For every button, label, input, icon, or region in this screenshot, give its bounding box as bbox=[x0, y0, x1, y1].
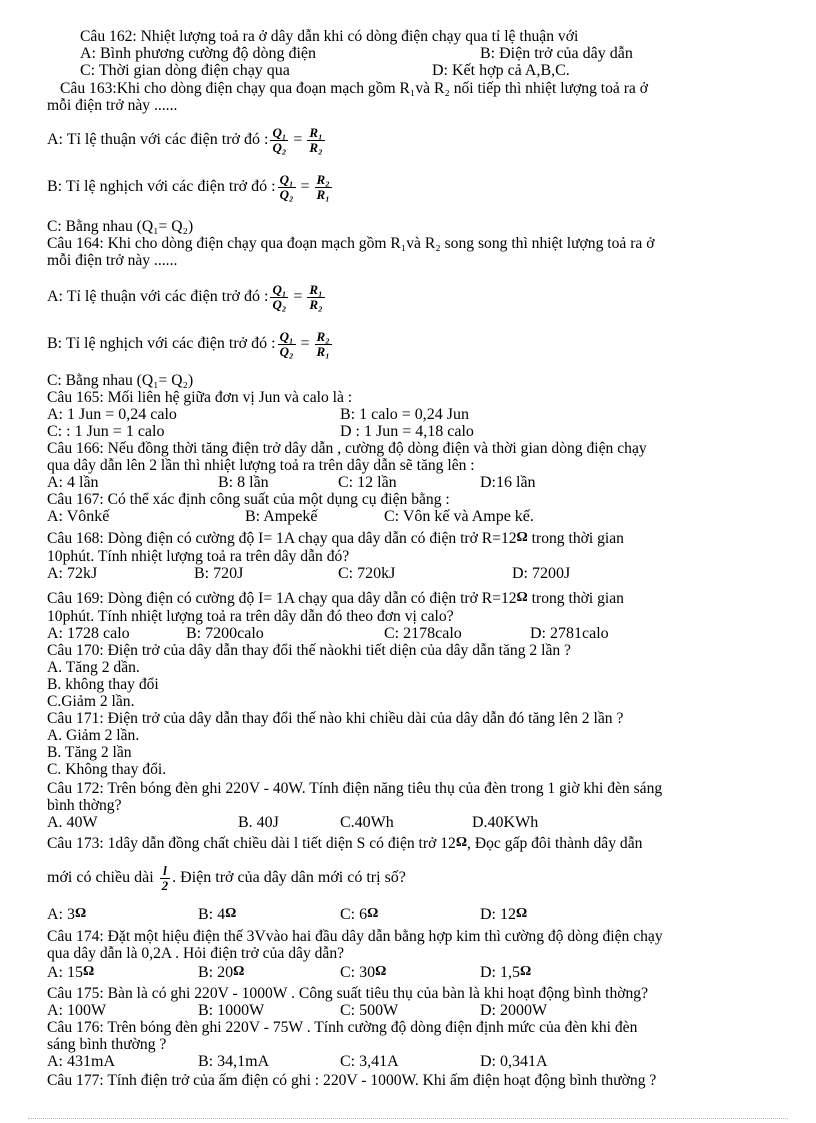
q165-option-b: B: 1 calo = 0,24 Jun bbox=[340, 406, 470, 423]
ohm-symbol: Ω bbox=[520, 964, 532, 979]
q169-option-b: B: 7200calo bbox=[186, 625, 264, 642]
q169-option-d: D: 2781calo bbox=[530, 625, 609, 642]
q165-option-d: D : 1 Jun = 4,18 calo bbox=[340, 423, 474, 440]
ohm-symbol: Ω bbox=[233, 964, 245, 979]
q176-option-d: D: 0,341A bbox=[480, 1053, 548, 1070]
question-168-cont: 10phút. Tính nhiệt lượng toả ra trên dây dẫn đó? bbox=[47, 548, 350, 565]
question-164-cont: mỗi điện trở này ...... bbox=[47, 252, 178, 269]
q165-option-c: C: : 1 Jun = 1 calo bbox=[47, 423, 165, 440]
question-175: Câu 175: Bàn là có ghi 220V - 1000W . Công suất tiêu thụ của bàn là khi hoạt động bình thờng? bbox=[47, 985, 649, 1002]
q173-option-b bbox=[198, 906, 236, 924]
question-173-cont-text-end: . Điện trở của dây dân mới có trị số? bbox=[172, 869, 406, 886]
fraction-denominator: R₁ bbox=[316, 343, 330, 359]
q163-option-a-text: A: Tỉ lệ thuận với các điện trở đó : bbox=[47, 131, 269, 148]
fraction-denominator: R₂ bbox=[309, 296, 323, 312]
q172-option-d: D.40KWh bbox=[472, 814, 539, 831]
fraction-denominator: Q₂ bbox=[279, 186, 294, 202]
question-163-cont: mỗi điện trở này ...... bbox=[47, 97, 178, 114]
fraction-numerator: R₁ bbox=[309, 281, 323, 297]
fraction-numerator: R₁ bbox=[309, 124, 323, 140]
q167-option-b: B: Ampekế bbox=[245, 508, 318, 525]
q168-option-a: A: 72kJ bbox=[47, 565, 98, 582]
ohm-symbol: Ω bbox=[375, 964, 387, 979]
q174-option-c-text: C: 30 bbox=[340, 964, 376, 981]
fraction-r bbox=[315, 330, 332, 359]
fraction-denominator: Q₂ bbox=[272, 296, 287, 312]
q163-option-b bbox=[47, 165, 334, 209]
equals-sign: = bbox=[300, 335, 310, 352]
fraction-denominator: R₂ bbox=[309, 139, 323, 155]
equals-sign: = bbox=[300, 178, 310, 195]
q174-option-a-text: A: 15 bbox=[47, 964, 83, 981]
question-170: Câu 170: Điện trở của dây dẫn thay đổi thế nàokhi tiết diện của dây dẫn tăng 2 lần ? bbox=[47, 642, 571, 659]
fraction-denominator: Q₂ bbox=[279, 343, 294, 359]
q169-option-a: A: 1728 calo bbox=[47, 625, 130, 642]
q164-option-b bbox=[47, 322, 334, 366]
q162-option-a: A: Bình phương cường độ dòng điện bbox=[80, 45, 317, 62]
question-173 bbox=[47, 834, 786, 852]
q163-option-a bbox=[47, 118, 327, 162]
question-177: Câu 177: Tính điện trở của ấm điện có ghi : 220V - 1000W. Khi ấm điện hoạt động bình thường ? bbox=[47, 1072, 657, 1089]
ohm-symbol: Ω bbox=[83, 964, 95, 979]
q167-option-c: C: Vôn kế và Ampe kế. bbox=[384, 508, 534, 525]
fraction-numerator: Q₁ bbox=[279, 328, 294, 344]
q172-option-c: C.40Wh bbox=[340, 814, 394, 831]
fraction-denominator: Q₂ bbox=[272, 139, 287, 155]
fraction-q bbox=[278, 330, 296, 359]
page-divider bbox=[28, 1118, 788, 1119]
fraction-r bbox=[307, 283, 324, 312]
fraction-numerator: R₂ bbox=[316, 328, 330, 344]
q173-option-b-text: B: 4 bbox=[198, 906, 226, 923]
q173-option-a-text: A: 3 bbox=[47, 906, 75, 923]
question-173-text: Câu 173: 1dây dẫn đồng chất chiều dài l tiết diện S có điện trở 12 bbox=[47, 835, 456, 852]
fraction-numerator: Q₁ bbox=[272, 124, 287, 140]
q172-option-b: B. 40J bbox=[238, 814, 279, 831]
q173-option-c-text: C: 6 bbox=[340, 906, 368, 923]
ohm-symbol: Ω bbox=[516, 590, 528, 605]
q164-option-c: C: Bằng nhau (Q₁= Q₂) bbox=[47, 372, 194, 389]
question-168-text: Câu 168: Dòng điện có cường độ I= 1A chạy qua dây dẫn có điện trở R=12 bbox=[47, 530, 517, 547]
question-176: Câu 176: Trên bóng đèn ghi 220V - 75W . Tính cường độ dòng điện định mức của đèn khi đèn bbox=[47, 1019, 638, 1036]
q166-option-b: B: 8 lần bbox=[218, 474, 269, 491]
q170-option-c: C.Giảm 2 lần. bbox=[47, 693, 135, 710]
ohm-symbol: Ω bbox=[367, 906, 379, 921]
q166-option-c: C: 12 lần bbox=[338, 474, 397, 491]
question-165: Câu 165: Mối liên hệ giữa đơn vị Jun và calo là : bbox=[47, 389, 353, 406]
q176-option-c: C: 3,41A bbox=[340, 1053, 399, 1070]
question-174: Câu 174: Đặt một hiệu điện thế 3Vvào hai đầu dây dẫn bằng hợp kim thì cường độ dòng điện chạy bbox=[47, 928, 663, 945]
q174-option-d-text: D: 1,5 bbox=[480, 964, 520, 981]
q175-option-a: A: 100W bbox=[47, 1002, 107, 1019]
fraction-q bbox=[278, 173, 296, 202]
q169-option-c: C: 2178calo bbox=[384, 625, 462, 642]
q167-option-a: A: Vônkế bbox=[47, 508, 110, 525]
q175-option-b: B: 1000W bbox=[198, 1002, 265, 1019]
ohm-symbol: Ω bbox=[516, 530, 528, 545]
q173-option-d bbox=[480, 906, 527, 924]
question-169-text: Câu 169: Dòng điện có cường độ I= 1A chạy qua dây dẫn có điện trở R=12 bbox=[47, 590, 517, 607]
question-167: Câu 167: Có thể xác định công suất của một dụng cụ điện bằng : bbox=[47, 491, 450, 508]
fraction-denominator: 2 bbox=[161, 877, 169, 893]
q168-option-b: B: 720J bbox=[194, 565, 244, 582]
question-164: Câu 164: Khi cho dòng điện chạy qua đoạn mạch gồm R₁và R₂ song song thì nhiệt lượng toả ra ở bbox=[47, 235, 655, 252]
q168-option-d: D: 7200J bbox=[512, 565, 571, 582]
question-171: Câu 171: Điện trở của dây dẫn thay đổi thế nào khi chiều dài của dây dẫn đó tăng lên 2 lần ? bbox=[47, 710, 624, 727]
fraction-r bbox=[307, 126, 324, 155]
q162-option-d: D: Kết hợp cả A,B,C. bbox=[432, 62, 570, 79]
q171-option-c: C. Không thay đổi. bbox=[47, 761, 167, 778]
question-168 bbox=[47, 529, 786, 547]
question-169-cont: 10phút. Tính nhiệt lượng toả ra trên dây dẫn đó theo đơn vị calo? bbox=[47, 608, 454, 625]
fraction-numerator: l bbox=[160, 864, 171, 879]
q174-option-c bbox=[340, 964, 386, 982]
q163-option-b-text: B: Tỉ lệ nghịch với các điện trở đó : bbox=[47, 178, 276, 195]
q164-option-b-text: B: Tỉ lệ nghịch với các điện trở đó : bbox=[47, 335, 276, 352]
question-162: Câu 162: Nhiệt lượng toả ra ở dây dẫn khi có dòng điện chạy qua tỉ lệ thuận với bbox=[80, 28, 579, 45]
q164-option-a-text: A: Tỉ lệ thuận với các điện trở đó : bbox=[47, 288, 269, 305]
q174-option-b bbox=[198, 964, 244, 982]
q165-option-a: A: 1 Jun = 0,24 calo bbox=[47, 406, 177, 423]
question-166: Câu 166: Nếu đồng thời tăng điện trở dây dẫn , cường độ dòng điện và thời gian dòng điện chạy bbox=[47, 440, 647, 457]
fraction-denominator: R₁ bbox=[316, 186, 330, 202]
q164-option-a bbox=[47, 275, 327, 319]
q171-option-a: A. Giảm 2 lần. bbox=[47, 727, 140, 744]
question-169 bbox=[47, 589, 786, 607]
q170-option-b: B. không thay đổi bbox=[47, 676, 159, 693]
question-172: Câu 172: Trên bóng đèn ghi 220V - 40W. Tính điện năng tiêu thụ của đèn trong 1 giờ khi đèn sáng bbox=[47, 780, 663, 797]
question-173-cont-text: mới có chiều dài bbox=[47, 869, 154, 886]
q173-option-d-text: D: 12 bbox=[480, 906, 516, 923]
q174-option-b-text: B: 20 bbox=[198, 964, 234, 981]
question-172-cont: bình thờng? bbox=[47, 797, 122, 814]
q176-option-a: A: 431mA bbox=[47, 1053, 115, 1070]
fraction-q bbox=[270, 283, 288, 312]
question-168-text-end: trong thời gian bbox=[531, 530, 624, 547]
question-166-cont: qua dây dẫn lên 2 lần thì nhiệt lượng toả ra trên dây dẫn sẽ tăng lên : bbox=[47, 457, 475, 474]
q174-option-a bbox=[47, 964, 94, 982]
ohm-symbol: Ω bbox=[516, 906, 528, 921]
q166-option-d: D:16 lần bbox=[480, 474, 536, 491]
q163-option-c: C: Bằng nhau (Q₁= Q₂) bbox=[47, 218, 194, 235]
question-169-text-end: trong thời gian bbox=[531, 590, 624, 607]
fraction-r bbox=[315, 173, 332, 202]
q162-option-b: B: Điện trở của dây dẫn bbox=[480, 45, 633, 62]
question-163: Câu 163:Khi cho dòng điện chạy qua đoạn mạch gồm R₁và R₂ nối tiếp thì nhiệt lượng toả ra ở bbox=[60, 80, 648, 97]
ohm-symbol: Ω bbox=[75, 906, 87, 921]
question-173-cont bbox=[47, 858, 406, 898]
q170-option-a: A. Tăng 2 dần. bbox=[47, 659, 140, 676]
question-173-text-end: , Đọc gấp đôi thành dây dẫn bbox=[467, 835, 643, 852]
fraction-numerator: Q₁ bbox=[279, 171, 294, 187]
q176-option-b: B: 34,1mA bbox=[198, 1053, 270, 1070]
ohm-symbol: Ω bbox=[455, 835, 468, 850]
q175-option-d: D: 2000W bbox=[480, 1002, 548, 1019]
question-174-cont: qua dây dẫn là 0,2A . Hỏi điện trở của dây dẫn? bbox=[47, 945, 345, 962]
equals-sign: = bbox=[293, 288, 303, 305]
q175-option-c: C: 500W bbox=[340, 1002, 399, 1019]
q173-option-c bbox=[340, 906, 378, 924]
fraction-q bbox=[270, 126, 288, 155]
equals-sign: = bbox=[293, 131, 303, 148]
ohm-symbol: Ω bbox=[225, 906, 237, 921]
q173-option-a bbox=[47, 906, 86, 924]
q174-option-d bbox=[480, 964, 531, 982]
q172-option-a: A. 40W bbox=[47, 814, 98, 831]
q171-option-b: B. Tăng 2 lần bbox=[47, 744, 132, 761]
fraction-numerator: R₂ bbox=[316, 171, 330, 187]
q168-option-c: C: 720kJ bbox=[338, 565, 396, 582]
fraction-numerator: Q₁ bbox=[272, 281, 287, 297]
fraction-l-over-2 bbox=[160, 864, 171, 893]
question-176-cont: sáng bình thường ? bbox=[47, 1036, 167, 1053]
q166-option-a: A: 4 lần bbox=[47, 474, 99, 491]
q162-option-c: C: Thời gian dòng điện chạy qua bbox=[80, 62, 290, 79]
